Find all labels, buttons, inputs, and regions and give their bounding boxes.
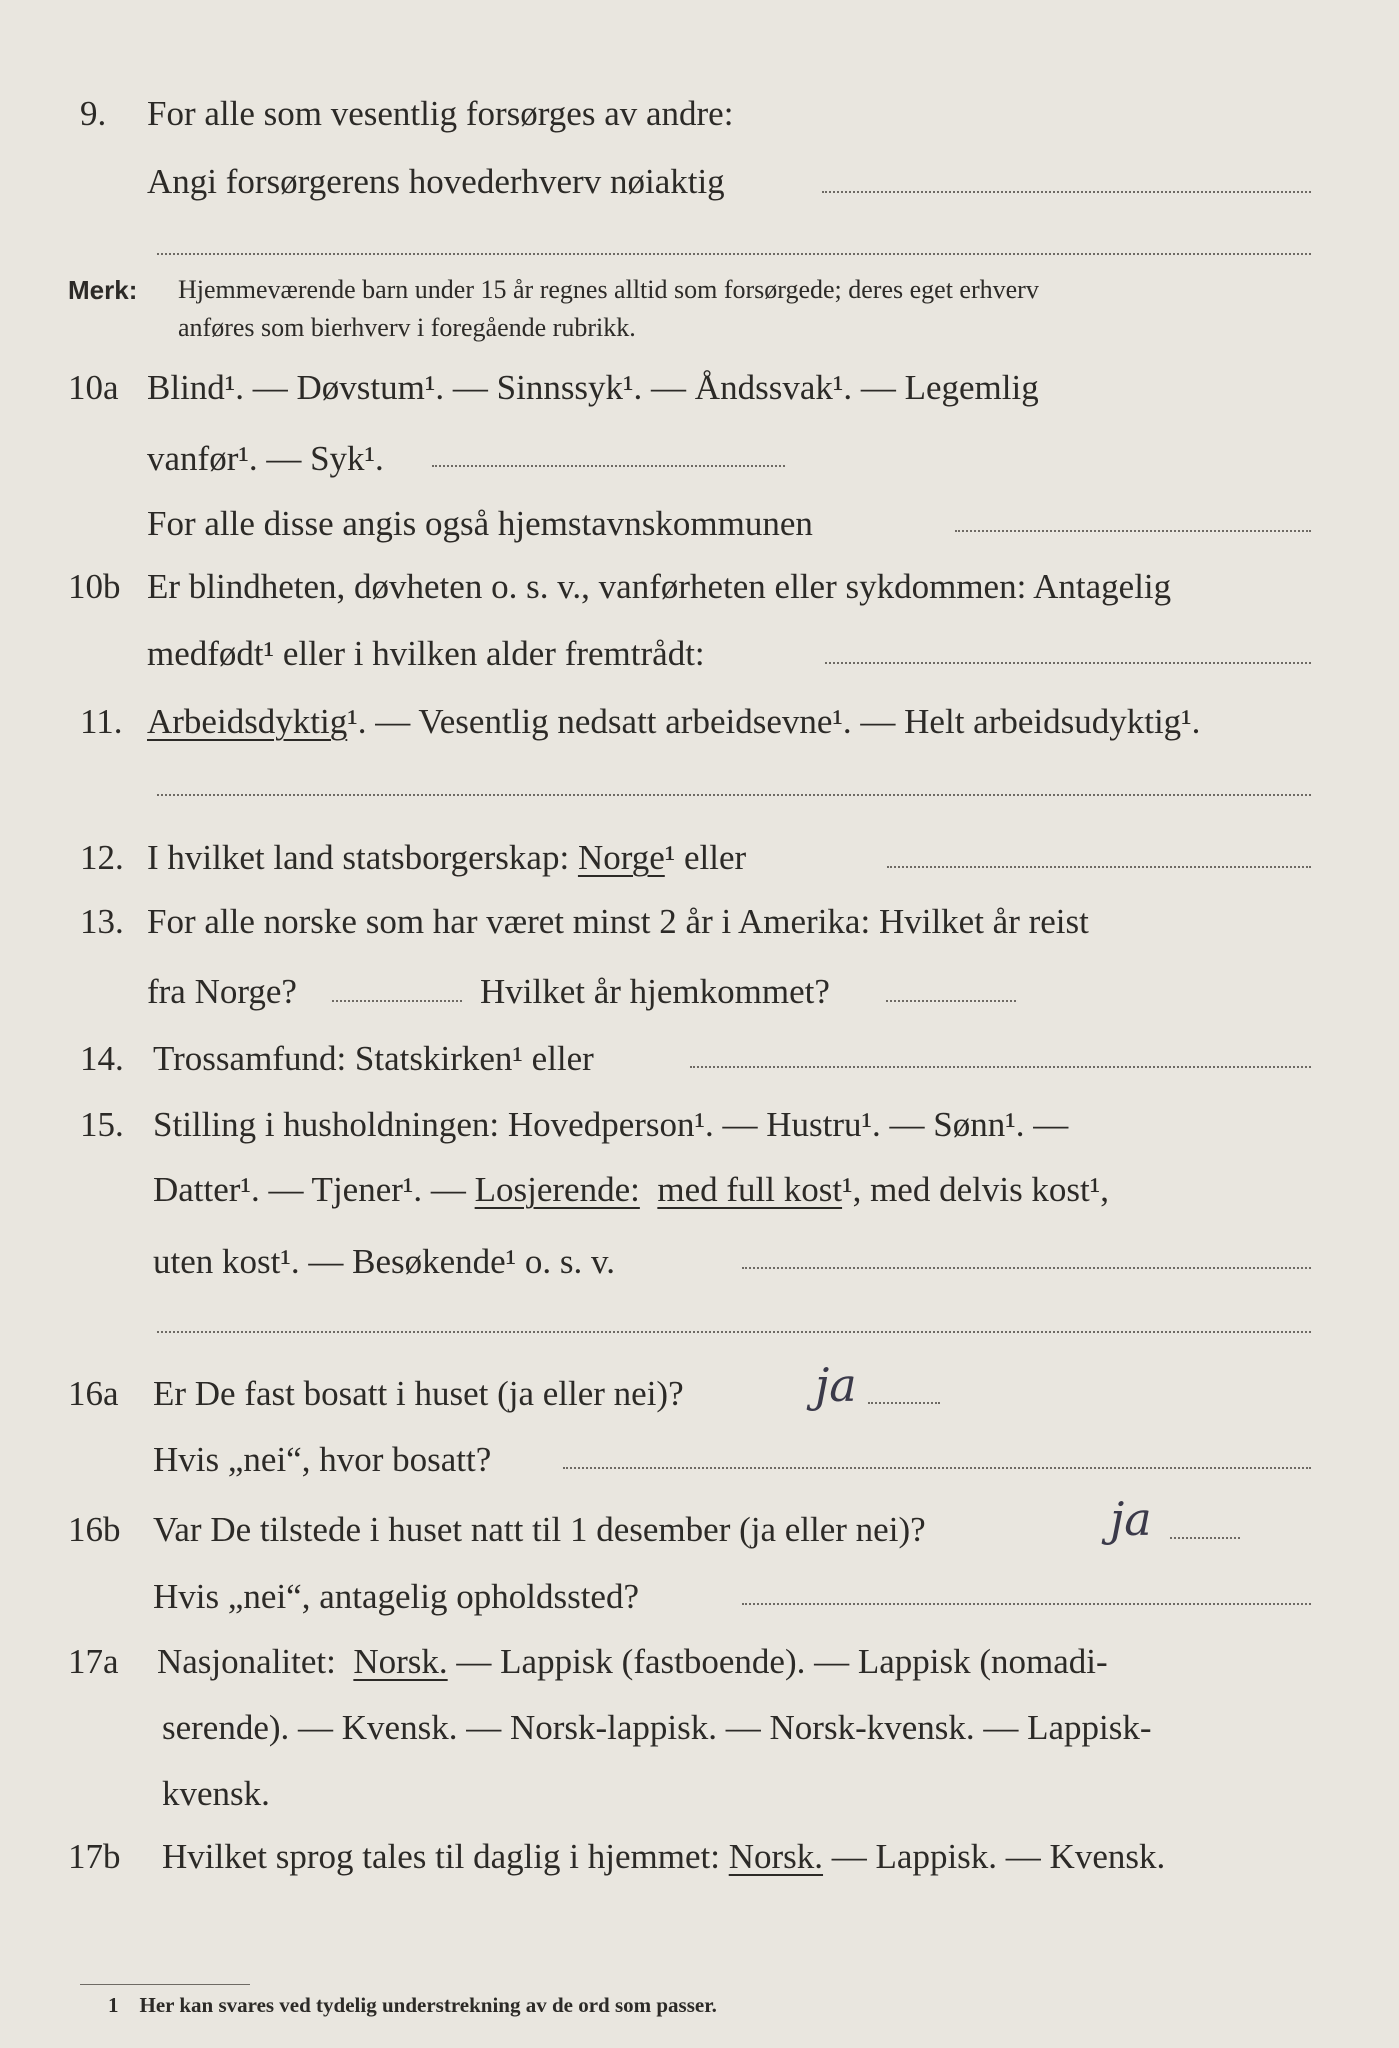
q9-answer-field[interactable] — [822, 191, 1311, 193]
q9-answer-field-2[interactable] — [157, 253, 1311, 255]
q17a-number: 17a — [68, 1642, 119, 1681]
q13-text1: For alle norske som har været minst 2 år i Amerika: Hvilket år reist — [147, 902, 1089, 941]
q10b-text1: Er blindheten, døvheten o. s. v., vanførheten eller sykdommen: Antagelig — [147, 567, 1172, 606]
q17a-text2: serende). — Kvensk. — Norsk-lappisk. — Norsk-kvensk. — Lappisk- — [162, 1708, 1152, 1747]
q16a-number: 16a — [68, 1374, 119, 1413]
q12-number: 12. — [80, 838, 124, 877]
q17b-pre: Hvilket sprog tales til daglig i hjemmet: — [162, 1837, 720, 1876]
q17a-option-norsk-underlined[interactable]: Norsk. — [353, 1642, 448, 1681]
q9-number: 9. — [80, 94, 107, 133]
footnote — [108, 1993, 717, 2018]
q12-pre: I hvilket land statsborgerskap: — [147, 838, 570, 877]
q15-number: 15. — [80, 1105, 124, 1144]
merk-label: Merk: — [68, 275, 138, 305]
q17b-number: 17b — [68, 1837, 121, 1876]
q17b-option-norsk-underlined[interactable]: Norsk. — [728, 1837, 824, 1876]
q11-number: 11. — [80, 702, 123, 741]
q13-hjemkommet-field[interactable] — [886, 1000, 1016, 1002]
q15-answer-field[interactable] — [742, 1267, 1311, 1269]
q13-text2b: Hvilket år hjemkommet? — [480, 972, 830, 1011]
q12-option-norge-underlined[interactable]: Norge — [577, 838, 665, 877]
q16b-handwritten-answer[interactable]: ja — [1110, 1492, 1152, 1546]
q10a-hjemstavn-field[interactable] — [955, 530, 1311, 532]
q16b-number: 16b — [68, 1510, 121, 1549]
q16a-handwritten-answer[interactable]: ja — [815, 1358, 857, 1412]
footnote-divider — [80, 1984, 250, 1985]
q17b-text — [162, 1835, 1165, 1879]
q16b-text1: Var De tilstede i huset natt til 1 desember (ja eller nei)? — [153, 1510, 926, 1549]
q14-text: Trossamfund: Statskirken¹ eller — [153, 1039, 594, 1078]
q11-option-arbeidsdyktig-underlined[interactable]: Arbeidsdyktig — [147, 702, 348, 741]
footnote-mark: 1 — [108, 1993, 119, 2017]
q12-answer-field[interactable] — [887, 866, 1311, 868]
q17b-post: — Lappisk. — Kvensk. — [831, 1837, 1166, 1876]
footnote-text: Her kan svares ved tydelig understrekning av de ord som passer. — [139, 1993, 717, 2017]
q13-reist-field[interactable] — [332, 1000, 462, 1002]
q11-text — [147, 700, 1200, 744]
q17a-text3: kvensk. — [162, 1774, 270, 1813]
q11-answer-field[interactable] — [157, 794, 1311, 796]
q15-answer-field-2[interactable] — [157, 1331, 1311, 1333]
q17a-text1a: Nasjonalitet: — [157, 1642, 336, 1681]
q10a-text3: For alle disse angis også hjemstavnskommunen — [147, 504, 813, 543]
q10a-number: 10a — [68, 368, 119, 407]
q15-text3: uten kost¹. — Besøkende¹ o. s. v. — [153, 1242, 616, 1281]
q10b-text2: medfødt¹ eller i hvilken alder fremtrådt: — [147, 634, 705, 673]
q9-text1: For alle som vesentlig forsørges av andre: — [147, 94, 734, 133]
q17a-text1 — [157, 1640, 1108, 1684]
merk-text1: Hjemmeværende barn under 15 år regnes alltid som forsørgede; deres eget erhverv — [178, 275, 1039, 304]
q10a-text2: vanfør¹. — Syk¹. — [147, 439, 384, 478]
q15-text2a: Datter¹. — Tjener¹. — — [153, 1170, 466, 1209]
q11-rest: ¹. — Vesentlig nedsatt arbeidsevne¹. — Helt arbeidsudyktig¹. — [347, 702, 1201, 741]
merk-text2: anføres som bierhverv i foregående rubrikk. — [178, 313, 636, 342]
q10a-answer-field[interactable] — [432, 465, 785, 467]
q15-text1: Stilling i husholdningen: Hovedperson¹. — Hustru¹. — Sønn¹. — — [153, 1105, 1069, 1144]
q17a-text1c: — Lappisk (fastboende). — Lappisk (nomadi- — [456, 1642, 1108, 1681]
q10b-answer-field[interactable] — [825, 662, 1311, 664]
q16b-text2: Hvis „nei“, antagelig opholdssted? — [153, 1577, 639, 1616]
q16b-opholdssted-field[interactable] — [742, 1603, 1311, 1605]
q12-text — [147, 836, 746, 880]
q12-post: ¹ eller — [664, 838, 747, 877]
q16a-text2: Hvis „nei“, hvor bosatt? — [153, 1440, 492, 1479]
q16a-text1: Er De fast bosatt i huset (ja eller nei)? — [153, 1374, 684, 1413]
q16a-answer-field[interactable] — [868, 1402, 940, 1404]
q14-number: 14. — [80, 1039, 124, 1078]
q15-option-losjerende-underlined[interactable]: Losjerende: — [474, 1170, 640, 1209]
q15-text2 — [153, 1168, 1109, 1212]
q16b-answer-field[interactable] — [1170, 1537, 1240, 1539]
q16a-bosatt-field[interactable] — [563, 1467, 1311, 1469]
q15-option-full-kost-underlined[interactable]: med full kost — [657, 1170, 843, 1209]
q10a-text1: Blind¹. — Døvstum¹. — Sinnssyk¹. — Åndssvak¹. — Legemlig — [147, 368, 1039, 407]
q10b-number: 10b — [68, 567, 121, 606]
q9-text2: Angi forsørgerens hovederhverv nøiaktig — [147, 162, 725, 201]
q14-answer-field[interactable] — [690, 1066, 1311, 1068]
q15-text2d: ¹, med delvis kost¹, — [842, 1170, 1110, 1209]
q13-number: 13. — [80, 902, 124, 941]
q13-text2a: fra Norge? — [147, 972, 297, 1011]
